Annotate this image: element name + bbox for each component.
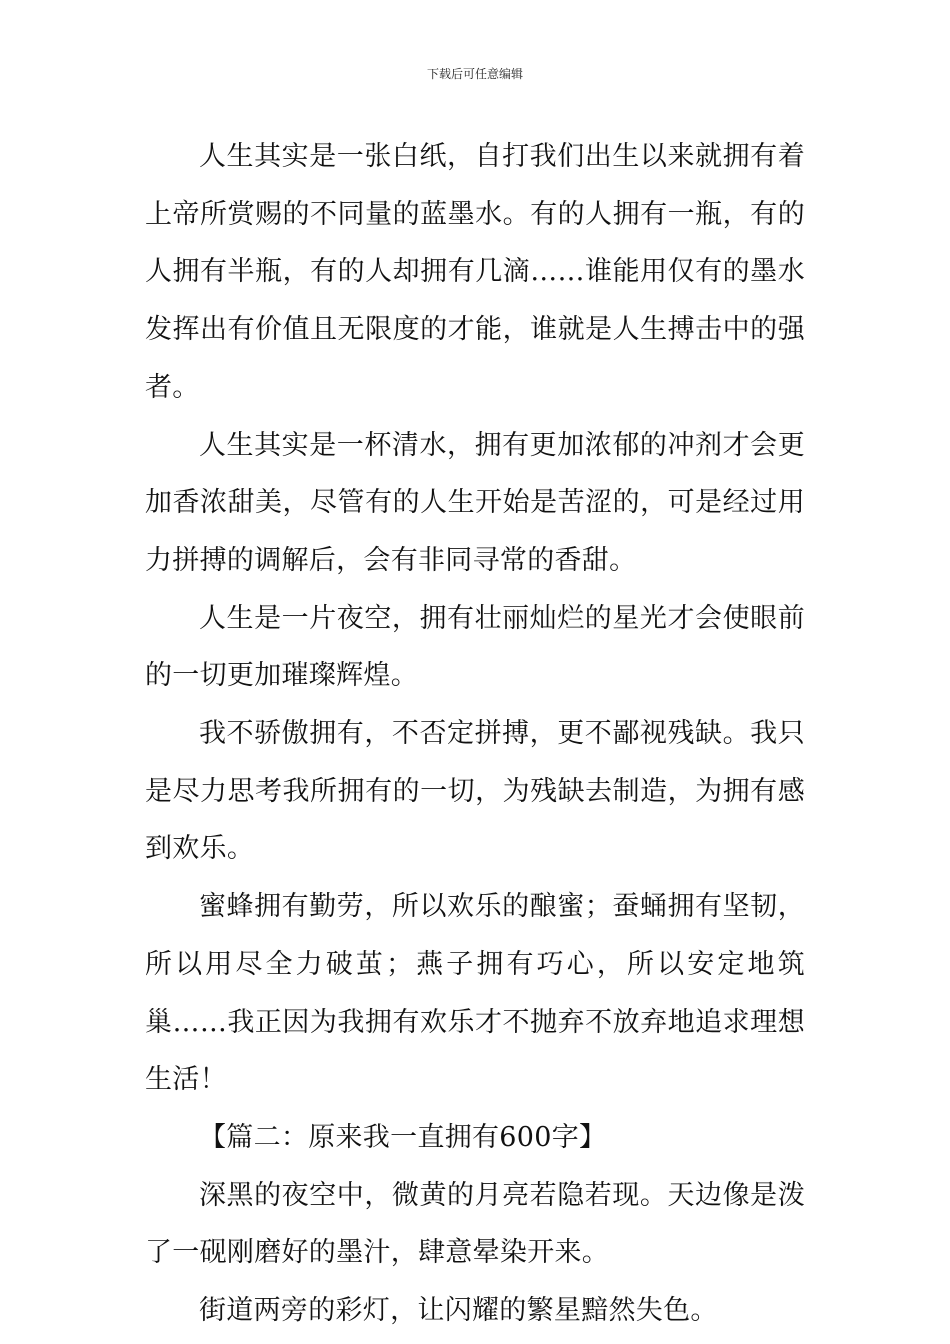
paragraph-3: 人生是一片夜空，拥有壮丽灿烂的星光才会使眼前的一切更加璀璨辉煌。 [145, 602, 805, 692]
paragraph-5: 蜜蜂拥有勤劳，所以欢乐的酿蜜；蚕蛹拥有坚韧，所以用尽全力破茧；燕子拥有巧心，所以安定地筑巢……我正因为我拥有欢乐才不抛弃不放弃地追求理想生活！ [145, 891, 805, 1096]
paragraph-6: 深黑的夜空中，微黄的月亮若隐若现。天边像是泼了一砚刚磨好的墨汁，肆意晕染开来。 [145, 1179, 805, 1269]
document-body [145, 128, 805, 1340]
paragraph-7: 街道两旁的彩灯，让闪耀的繁星黯然失色。 [199, 1295, 718, 1327]
paragraph-4: 我不骄傲拥有，不否定拼搏，更不鄙视残缺。我只是尽力思考我所拥有的一切，为残缺去制造，为拥有感到欢乐。 [145, 718, 805, 865]
section-heading: 【篇二：原来我一直拥有600字】 [199, 1121, 607, 1153]
page-header: 下载后可任意编辑 [426, 67, 523, 81]
paragraph-1: 人生其实是一张白纸，自打我们出生以来就拥有着上帝所赏赐的不同量的蓝墨水。有的人拥有一瓶，有的人拥有半瓶，有的人却拥有几滴……谁能用仅有的墨水发挥出有价值且无限度的才能，谁就是人生搏击中的强者。 [145, 141, 805, 403]
paragraph-2: 人生其实是一杯清水，拥有更加浓郁的冲剂才会更加香浓甜美，尽管有的人生开始是苦涩的，可是经过用力拼搏的调解后，会有非同寻常的香甜。 [145, 429, 805, 576]
